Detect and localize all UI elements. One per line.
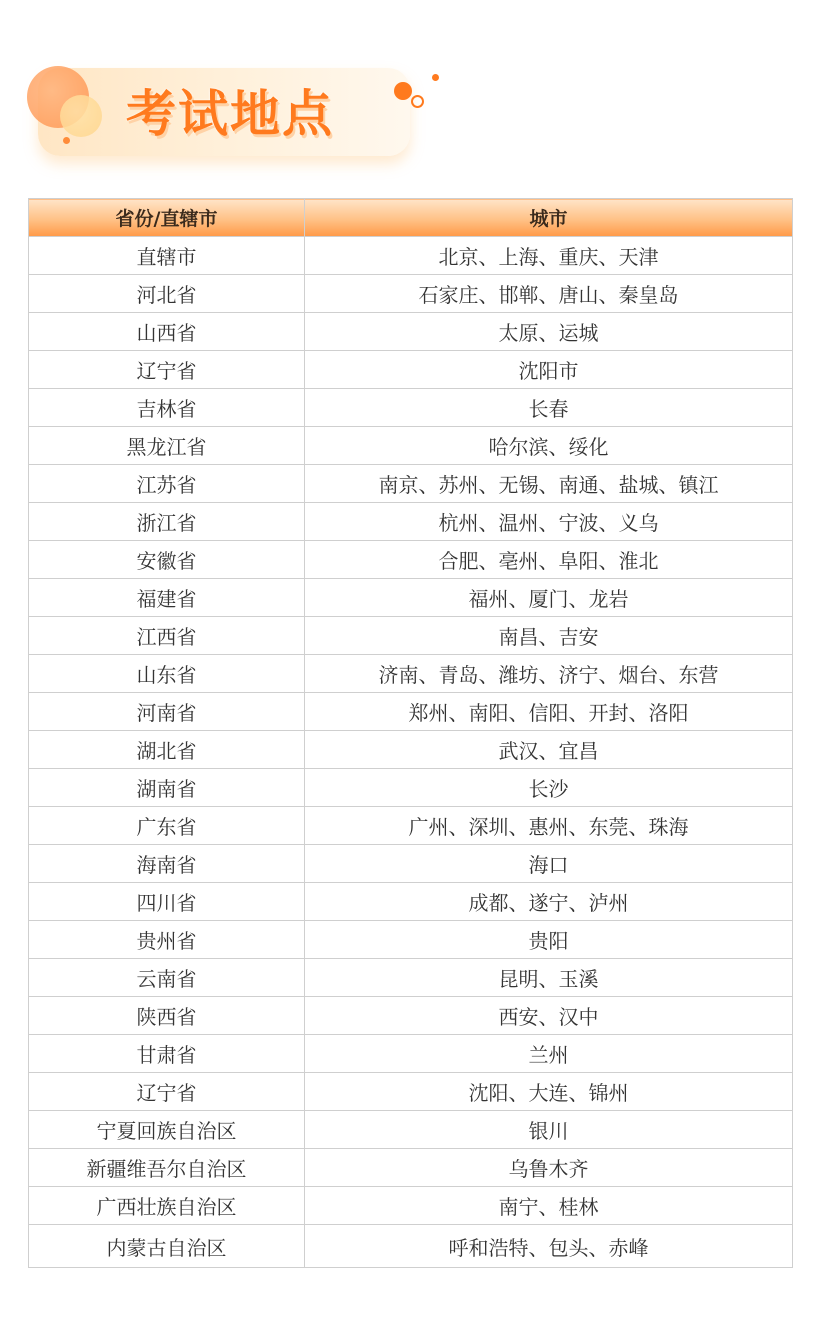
province-cell: 广西壮族自治区 bbox=[29, 1187, 305, 1225]
table-row bbox=[29, 883, 793, 921]
table-row bbox=[29, 997, 793, 1035]
table-row bbox=[29, 693, 793, 731]
cities-cell: 贵阳 bbox=[305, 921, 793, 959]
province-cell: 吉林省 bbox=[29, 389, 305, 427]
table-row bbox=[29, 427, 793, 465]
province-cell: 贵州省 bbox=[29, 921, 305, 959]
cities-cell: 武汉、宜昌 bbox=[305, 731, 793, 769]
decorative-dot-solid bbox=[394, 82, 412, 100]
table-row bbox=[29, 731, 793, 769]
province-cell: 四川省 bbox=[29, 883, 305, 921]
table-row bbox=[29, 275, 793, 313]
table-row bbox=[29, 655, 793, 693]
cities-cell: 太原、运城 bbox=[305, 313, 793, 351]
page-title: 考试地点 bbox=[126, 85, 334, 143]
cities-cell: 石家庄、邯郸、唐山、秦皇岛 bbox=[305, 275, 793, 313]
cities-cell: 西安、汉中 bbox=[305, 997, 793, 1035]
cities-cell: 银川 bbox=[305, 1111, 793, 1149]
decorative-dot bbox=[63, 137, 70, 144]
province-cell: 内蒙古自治区 bbox=[29, 1225, 305, 1268]
header-province: 省份/直辖市 bbox=[29, 199, 305, 237]
province-cell: 山东省 bbox=[29, 655, 305, 693]
decorative-bubble-medium bbox=[60, 95, 102, 137]
table-row bbox=[29, 1187, 793, 1225]
province-cell: 辽宁省 bbox=[29, 351, 305, 389]
table-row bbox=[29, 503, 793, 541]
cities-cell: 兰州 bbox=[305, 1035, 793, 1073]
table-row bbox=[29, 237, 793, 275]
province-cell: 黑龙江省 bbox=[29, 427, 305, 465]
table-body bbox=[29, 237, 793, 1268]
decorative-dot-ring bbox=[411, 95, 424, 108]
province-cell: 宁夏回族自治区 bbox=[29, 1111, 305, 1149]
cities-cell: 南宁、桂林 bbox=[305, 1187, 793, 1225]
table-row bbox=[29, 769, 793, 807]
decorative-dot-tiny bbox=[432, 74, 439, 81]
province-cell: 福建省 bbox=[29, 579, 305, 617]
cities-cell: 乌鲁木齐 bbox=[305, 1149, 793, 1187]
cities-cell: 长沙 bbox=[305, 769, 793, 807]
province-cell: 山西省 bbox=[29, 313, 305, 351]
cities-cell: 呼和浩特、包头、赤峰 bbox=[305, 1225, 793, 1268]
cities-cell: 济南、青岛、潍坊、济宁、烟台、东营 bbox=[305, 655, 793, 693]
cities-cell: 成都、遂宁、泸州 bbox=[305, 883, 793, 921]
table-row bbox=[29, 1035, 793, 1073]
cities-cell: 昆明、玉溪 bbox=[305, 959, 793, 997]
province-cell: 广东省 bbox=[29, 807, 305, 845]
cities-cell: 哈尔滨、绥化 bbox=[305, 427, 793, 465]
cities-cell: 杭州、温州、宁波、义乌 bbox=[305, 503, 793, 541]
cities-cell: 长春 bbox=[305, 389, 793, 427]
cities-cell: 北京、上海、重庆、天津 bbox=[305, 237, 793, 275]
table-header-row bbox=[29, 199, 793, 237]
cities-cell: 福州、厦门、龙岩 bbox=[305, 579, 793, 617]
cities-cell: 合肥、亳州、阜阳、淮北 bbox=[305, 541, 793, 579]
province-cell: 浙江省 bbox=[29, 503, 305, 541]
table-row bbox=[29, 617, 793, 655]
table-row bbox=[29, 313, 793, 351]
province-cell: 直辖市 bbox=[29, 237, 305, 275]
table-row bbox=[29, 579, 793, 617]
cities-cell: 沈阳、大连、锦州 bbox=[305, 1073, 793, 1111]
table-row bbox=[29, 465, 793, 503]
header-city: 城市 bbox=[305, 199, 793, 237]
table-row bbox=[29, 351, 793, 389]
province-cell: 江苏省 bbox=[29, 465, 305, 503]
province-cell: 河南省 bbox=[29, 693, 305, 731]
province-cell: 湖南省 bbox=[29, 769, 305, 807]
table-row bbox=[29, 389, 793, 427]
title-banner bbox=[0, 0, 460, 170]
table-row bbox=[29, 541, 793, 579]
table-row bbox=[29, 807, 793, 845]
province-cell: 陕西省 bbox=[29, 997, 305, 1035]
cities-cell: 南京、苏州、无锡、南通、盐城、镇江 bbox=[305, 465, 793, 503]
province-cell: 辽宁省 bbox=[29, 1073, 305, 1111]
cities-cell: 广州、深圳、惠州、东莞、珠海 bbox=[305, 807, 793, 845]
province-cell: 江西省 bbox=[29, 617, 305, 655]
cities-cell: 郑州、南阳、信阳、开封、洛阳 bbox=[305, 693, 793, 731]
province-cell: 湖北省 bbox=[29, 731, 305, 769]
cities-cell: 海口 bbox=[305, 845, 793, 883]
table-row bbox=[29, 1149, 793, 1187]
province-cell: 云南省 bbox=[29, 959, 305, 997]
exam-location-table bbox=[28, 198, 793, 1268]
province-cell: 安徽省 bbox=[29, 541, 305, 579]
cities-cell: 南昌、吉安 bbox=[305, 617, 793, 655]
table-row bbox=[29, 1225, 793, 1268]
province-cell: 甘肃省 bbox=[29, 1035, 305, 1073]
table-row bbox=[29, 1073, 793, 1111]
province-cell: 河北省 bbox=[29, 275, 305, 313]
province-cell: 新疆维吾尔自治区 bbox=[29, 1149, 305, 1187]
table-row bbox=[29, 845, 793, 883]
table-row bbox=[29, 1111, 793, 1149]
province-cell: 海南省 bbox=[29, 845, 305, 883]
table-row bbox=[29, 959, 793, 997]
table-row bbox=[29, 921, 793, 959]
cities-cell: 沈阳市 bbox=[305, 351, 793, 389]
